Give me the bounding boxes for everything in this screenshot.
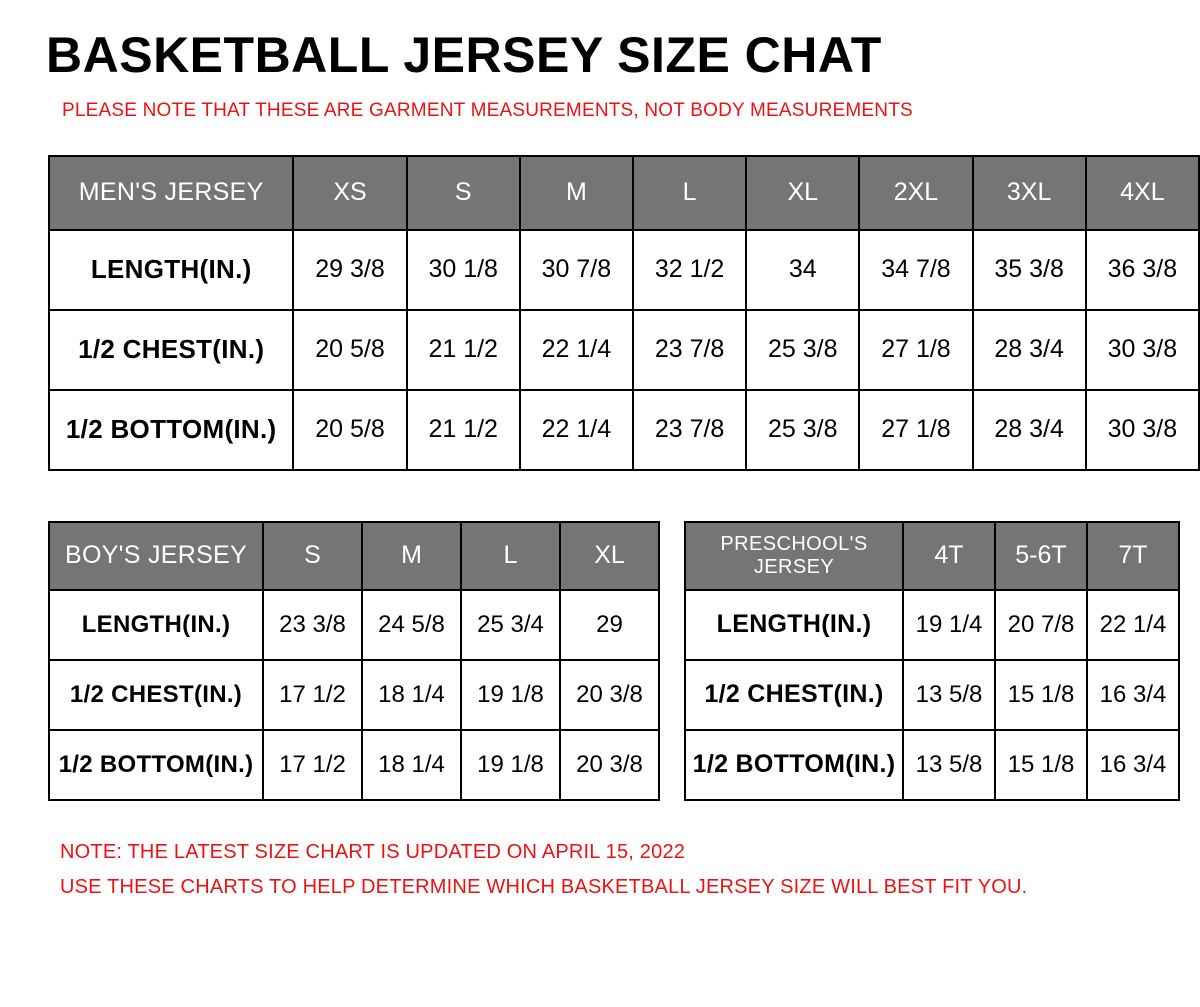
table-row	[49, 310, 1199, 390]
size-header-cell: 4XL	[1086, 156, 1199, 230]
measurement-cell: 27 1/8	[859, 310, 972, 390]
preschool-table-label: PRESCHOOL'S JERSEY	[685, 522, 903, 590]
measurement-cell: 22 1/4	[520, 310, 633, 390]
measurement-cell: 20 3/8	[560, 660, 659, 730]
table-header-row	[49, 522, 659, 590]
table-row	[49, 730, 659, 800]
measurement-cell: 28 3/4	[973, 310, 1086, 390]
measurement-cell: 29	[560, 590, 659, 660]
size-header-cell: S	[407, 156, 520, 230]
row-label: LENGTH(IN.)	[49, 230, 293, 310]
row-label: 1/2 BOTTOM(IN.)	[49, 730, 263, 800]
measurement-cell: 25 3/8	[746, 310, 859, 390]
measurement-cell: 28 3/4	[973, 390, 1086, 470]
measurement-cell: 30 7/8	[520, 230, 633, 310]
measurement-cell: 29 3/8	[293, 230, 406, 310]
footer-note-usage: USE THESE CHARTS TO HELP DETERMINE WHICH BASKETBALL JERSEY SIZE WILL BEST FIT YOU.	[60, 875, 1028, 898]
row-label: 1/2 BOTTOM(IN.)	[685, 730, 903, 800]
garment-measurement-note: PLEASE NOTE THAT THESE ARE GARMENT MEASUREMENTS, NOT BODY MEASUREMENTS	[62, 100, 913, 121]
measurement-cell: 16 3/4	[1087, 730, 1179, 800]
measurement-cell: 27 1/8	[859, 390, 972, 470]
measurement-cell: 18 1/4	[362, 730, 461, 800]
measurement-cell: 20 5/8	[293, 310, 406, 390]
measurement-cell: 34	[746, 230, 859, 310]
measurement-cell: 23 7/8	[633, 310, 746, 390]
measurement-cell: 20 7/8	[995, 590, 1087, 660]
measurement-cell: 34 7/8	[859, 230, 972, 310]
measurement-cell: 20 3/8	[560, 730, 659, 800]
table-row	[49, 660, 659, 730]
measurement-cell: 21 1/2	[407, 390, 520, 470]
preschool-jersey-size-table	[684, 521, 1180, 801]
row-label: LENGTH(IN.)	[49, 590, 263, 660]
row-label: 1/2 CHEST(IN.)	[49, 310, 293, 390]
measurement-cell: 30 3/8	[1086, 390, 1199, 470]
row-label: 1/2 CHEST(IN.)	[685, 660, 903, 730]
size-header-cell: S	[263, 522, 362, 590]
measurement-cell: 30 1/8	[407, 230, 520, 310]
measurement-cell: 21 1/2	[407, 310, 520, 390]
measurement-cell: 23 3/8	[263, 590, 362, 660]
size-header-cell: L	[633, 156, 746, 230]
boys-jersey-size-table	[48, 521, 660, 801]
mens-table-label: MEN'S JERSEY	[49, 156, 293, 230]
measurement-cell: 30 3/8	[1086, 310, 1199, 390]
measurement-cell: 36 3/8	[1086, 230, 1199, 310]
measurement-cell: 22 1/4	[1087, 590, 1179, 660]
measurement-cell: 18 1/4	[362, 660, 461, 730]
measurement-cell: 32 1/2	[633, 230, 746, 310]
size-header-cell: L	[461, 522, 560, 590]
size-header-cell: 7T	[1087, 522, 1179, 590]
measurement-cell: 25 3/4	[461, 590, 560, 660]
size-header-cell: M	[520, 156, 633, 230]
boys-table-label: BOY'S JERSEY	[49, 522, 263, 590]
measurement-cell: 20 5/8	[293, 390, 406, 470]
size-header-cell: 2XL	[859, 156, 972, 230]
row-label: 1/2 BOTTOM(IN.)	[49, 390, 293, 470]
row-label: LENGTH(IN.)	[685, 590, 903, 660]
measurement-cell: 35 3/8	[973, 230, 1086, 310]
table-row	[49, 390, 1199, 470]
size-header-cell: XL	[560, 522, 659, 590]
size-header-cell: XS	[293, 156, 406, 230]
row-label: 1/2 CHEST(IN.)	[49, 660, 263, 730]
table-row	[49, 590, 659, 660]
measurement-cell: 15 1/8	[995, 660, 1087, 730]
table-row	[685, 660, 1179, 730]
measurement-cell: 13 5/8	[903, 660, 995, 730]
table-header-row	[685, 522, 1179, 590]
measurement-cell: 25 3/8	[746, 390, 859, 470]
size-header-cell: M	[362, 522, 461, 590]
measurement-cell: 15 1/8	[995, 730, 1087, 800]
measurement-cell: 22 1/4	[520, 390, 633, 470]
measurement-cell: 19 1/8	[461, 660, 560, 730]
table-row	[685, 730, 1179, 800]
size-header-cell: 4T	[903, 522, 995, 590]
lower-tables-row	[48, 521, 1176, 801]
size-header-cell: 5-6T	[995, 522, 1087, 590]
page-title: BASKETBALL JERSEY SIZE CHAT	[46, 27, 882, 83]
measurement-cell: 19 1/8	[461, 730, 560, 800]
size-header-cell: XL	[746, 156, 859, 230]
mens-jersey-size-table	[48, 155, 1200, 471]
measurement-cell: 16 3/4	[1087, 660, 1179, 730]
measurement-cell: 24 5/8	[362, 590, 461, 660]
footer-notes	[60, 835, 1176, 905]
footer-note-update: NOTE: THE LATEST SIZE CHART IS UPDATED ON APRIL 15, 2022	[60, 840, 686, 863]
measurement-cell: 17 1/2	[263, 660, 362, 730]
table-header-row	[49, 156, 1199, 230]
table-row	[49, 230, 1199, 310]
measurement-cell: 13 5/8	[903, 730, 995, 800]
size-header-cell: 3XL	[973, 156, 1086, 230]
table-row	[685, 590, 1179, 660]
measurement-cell: 23 7/8	[633, 390, 746, 470]
measurement-cell: 17 1/2	[263, 730, 362, 800]
measurement-cell: 19 1/4	[903, 590, 995, 660]
